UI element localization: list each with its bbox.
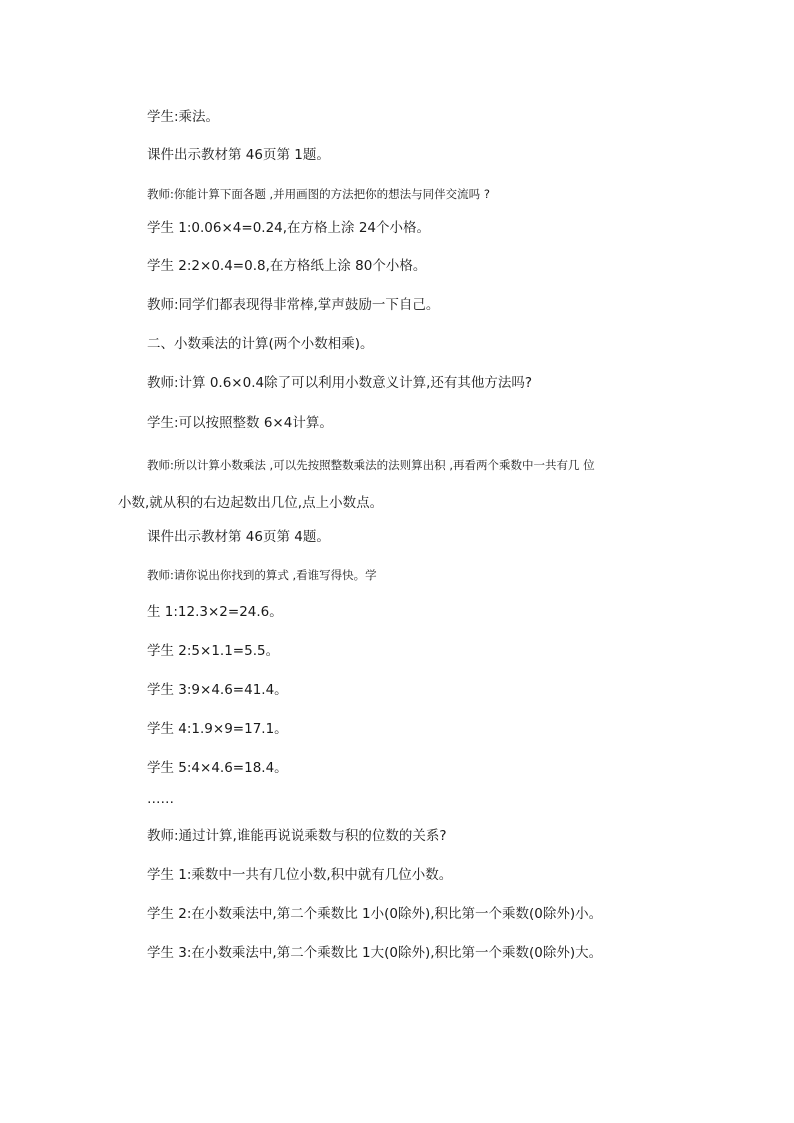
text-line: 教师:所以计算小数乘法 ,可以先按照整数乘法的法则算出积 ,再看两个乘数中一共有几 位 — [147, 458, 595, 472]
text-line: 生 1:12.3×2=24.6。 — [147, 604, 283, 620]
text-line: 课件出示教材第 46页第 4题。 — [147, 529, 330, 545]
text-line: 学生 1:乘数中一共有几位小数,积中就有几位小数。 — [147, 867, 453, 883]
section-heading: 二、小数乘法的计算(两个小数相乘)。 — [147, 336, 374, 352]
ellipsis: …… — [147, 791, 174, 807]
text-line-continued: 小数,就从积的右边起数出几位,点上小数点。 — [118, 495, 384, 511]
text-line: 教师:通过计算,谁能再说说乘数与积的位数的关系? — [147, 828, 447, 844]
text-line: 教师:计算 0.6×0.4除了可以利用小数意义计算,还有其他方法吗? — [147, 375, 533, 391]
text-line: 学生 4:1.9×9=17.1。 — [147, 721, 288, 737]
text-line: 学生 5:4×4.6=18.4。 — [147, 760, 288, 776]
text-line: 教师:请你说出你找到的算式 ,看谁写得快。学 — [147, 568, 377, 582]
text-line: 学生:乘法。 — [147, 109, 220, 125]
text-line: 教师:同学们都表现得非常棒,掌声鼓励一下自己。 — [147, 297, 440, 313]
text-line: 学生 2:5×1.1=5.5。 — [147, 643, 280, 659]
text-line: 学生 3:9×4.6=41.4。 — [147, 682, 288, 698]
text-line: 学生 2:2×0.4=0.8,在方格纸上涂 80个小格。 — [147, 258, 427, 274]
text-line: 学生:可以按照整数 6×4计算。 — [147, 415, 333, 431]
text-line: 学生 3:在小数乘法中,第二个乘数比 1大(0除外),积比第一个乘数(0除外)大。 — [147, 945, 603, 961]
text-line: 教师:你能计算下面各题 ,并用画图的方法把你的想法与同伴交流吗 ? — [147, 187, 490, 201]
text-line: 学生 2:在小数乘法中,第二个乘数比 1小(0除外),积比第一个乘数(0除外)小。 — [147, 906, 603, 922]
text-line: 学生 1:0.06×4=0.24,在方格上涂 24个小格。 — [147, 220, 431, 236]
text-line: 课件出示教材第 46页第 1题。 — [147, 147, 330, 163]
